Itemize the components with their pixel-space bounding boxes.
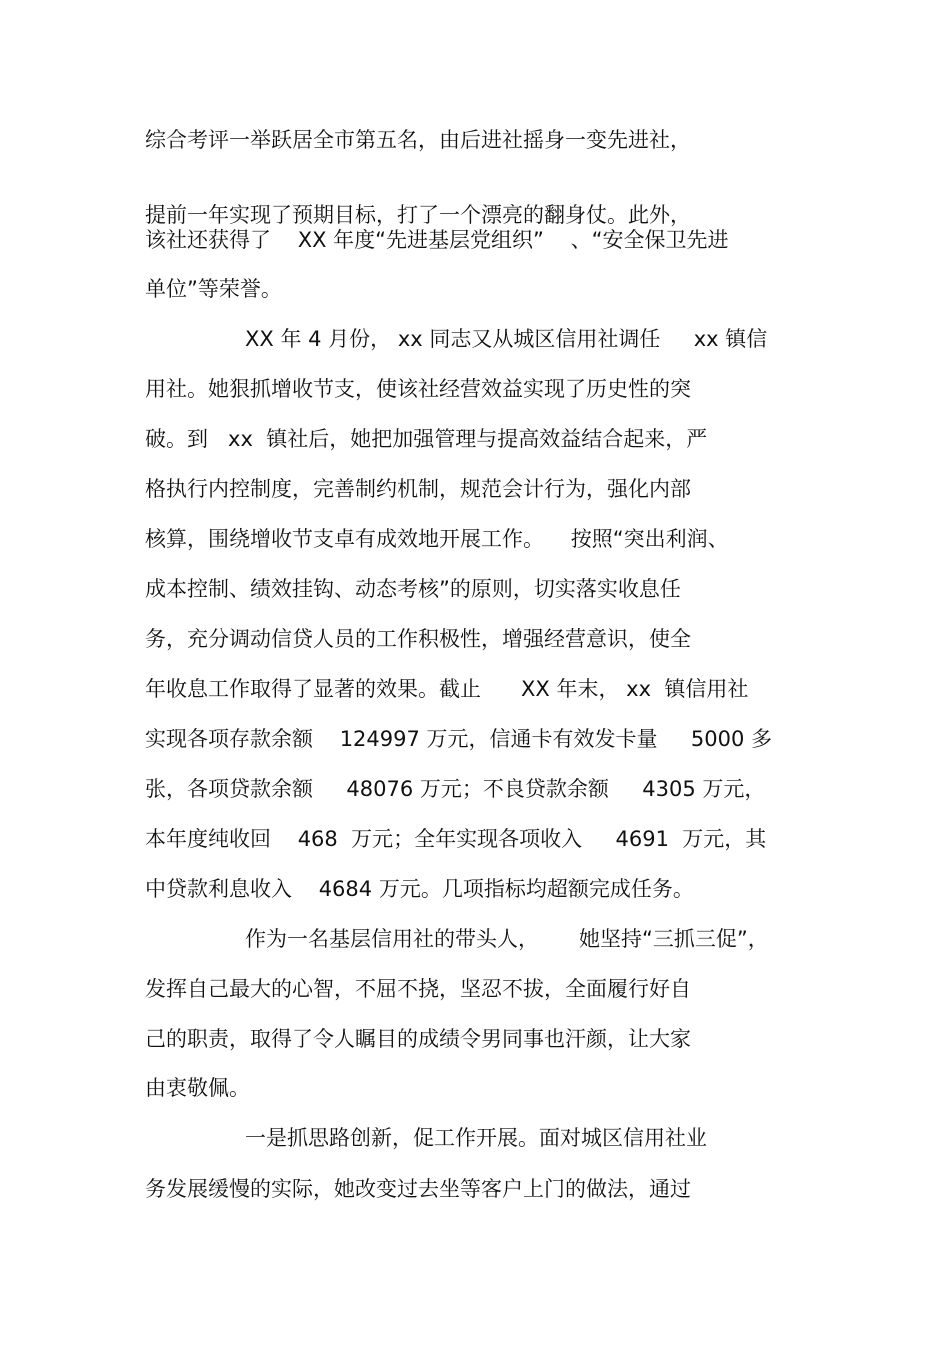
text-line: 综合考评一举跃居全市第五名，由后进社摇身一变先进社， <box>145 128 691 152</box>
text-line: 务，充分调动信贷人员的工作积极性，增强经营意识，使全 <box>145 627 691 651</box>
text-line: 格执行内控制度，完善制约机制，规范会计行为，强化内部 <box>145 477 691 501</box>
text-line: 张，各项贷款余额 48076 万元；不良贷款余额 4305 万元， <box>145 777 766 801</box>
text-line: 用社。她狠抓增收节支，使该社经营效益实现了历史性的突 <box>145 377 691 401</box>
text-line: 己的职责，取得了令人瞩目的成绩令男同事也汗颜，让大家 <box>145 1027 691 1051</box>
text-line: XX 年 4 月份， xx 同志又从城区信用社调任 xx 镇信 <box>245 327 768 351</box>
text-line: 务发展缓慢的实际，她改变过去坐等客户上门的做法，通过 <box>145 1177 691 1201</box>
text-line: 年收息工作取得了显著的效果。截止 XX 年末， xx 镇信用社 <box>145 677 749 701</box>
text-line: 单位”等荣誉。 <box>145 277 282 301</box>
text-line: 本年度纯收回 468 万元；全年实现各项收入 4691 万元，其 <box>145 827 767 851</box>
text-line: 核算，围绕增收节支卓有成效地开展工作。 按照“突出利润、 <box>145 527 729 551</box>
text-line: 破。到 xx 镇社后，她把加强管理与提高效益结合起来，严 <box>145 427 708 451</box>
text-line: 该社还获得了 XX 年度“先进基层党组织” 、“安全保卫先进 <box>145 228 729 252</box>
text-line: 由衷敬佩。 <box>145 1076 250 1100</box>
text-line: 成本控制、绩效挂钩、动态考核”的原则，切实落实收息任 <box>145 577 681 601</box>
text-line: 发挥自己最大的心智，不屈不挠，坚忍不拔，全面履行好自 <box>145 977 691 1001</box>
text-line: 中贷款利息收入 4684 万元。几项指标均超额完成任务。 <box>145 877 694 901</box>
text-line: 提前一年实现了预期目标，打了一个漂亮的翻身仗。此外， <box>145 203 691 227</box>
text-line: 作为一名基层信用社的带头人， 她坚持“三抓三促”， <box>245 927 769 951</box>
text-line: 一是抓思路创新，促工作开展。面对城区信用社业 <box>245 1126 707 1150</box>
text-line: 实现各项存款余额 124997 万元，信通卡有效发卡量 5000 多 <box>145 727 773 751</box>
